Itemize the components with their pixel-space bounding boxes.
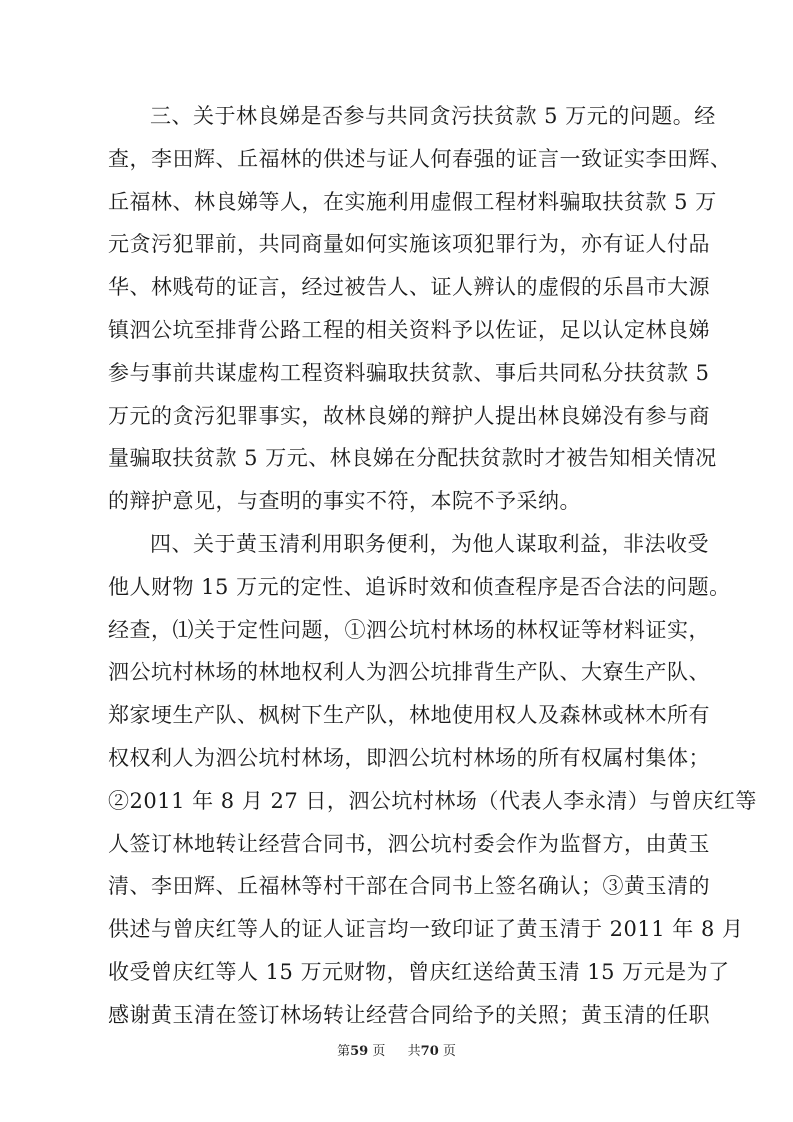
text-line: 人签订林地转让经营合同书，泗公坑村委会作为监督方，由黄玉 xyxy=(108,831,710,856)
text-line: 丘福林、林良娣等人，在实施利用虚假工程材料骗取扶贫款 5 万 xyxy=(108,189,717,214)
text-line: 清、李田辉、丘福林等村干部在合同书上签名确认；③黄玉清的 xyxy=(108,874,710,899)
text-line: ②2011 年 8 月 27 日，泗公坑村林场（代表人李永清）与曾庆红等 xyxy=(108,788,757,813)
text-line: 元贪污犯罪前，共同商量如何实施该项犯罪行为，亦有证人付品 xyxy=(108,232,710,257)
text-line: 收受曾庆红等人 15 万元财物，曾庆红送给黄玉清 15 万元是为了 xyxy=(108,960,730,984)
text-line: 经查，⑴关于定性问题，①泗公坑村林场的林权证等材料证实， xyxy=(108,617,710,642)
page-prefix: 第 xyxy=(337,1044,351,1059)
text-line: 他人财物 15 万元的定性、追诉时效和侦查程序是否合法的问题。 xyxy=(108,574,731,599)
text-line: 感谢黄玉清在签订林场转让经营合同给予的关照；黄玉清的任职 xyxy=(108,1002,710,1027)
text-line: 参与事前共谋虚构工程资料骗取扶贫款、事后共同私分扶贫款 5 xyxy=(108,360,710,385)
page-current: 59 xyxy=(350,1044,369,1059)
text-line: 的辩护意见，与查明的事实不符，本院不予采纳。 xyxy=(108,489,581,514)
page-suffix: 页 xyxy=(372,1044,386,1059)
text-line: 郑家埂生产队、枫树下生产队，林地使用权人及森林或林木所有 xyxy=(108,703,710,728)
text-line: 查，李田辉、丘福林的供述与证人何春强的证言一致证实李田辉、 xyxy=(108,146,732,171)
text-line: 万元的贪污犯罪事实，故林良娣的辩护人提出林良娣没有参与商 xyxy=(108,403,710,428)
text-line: 供述与曾庆红等人的证人证言均一致印证了黄玉清于 2011 年 8 月 xyxy=(108,917,744,942)
text-line: 泗公坑村林场的林地权利人为泗公坑排背生产队、大寮生产队、 xyxy=(108,660,710,685)
text-line: 华、林贱苟的证言，经过被告人、证人辨认的虚假的乐昌市大源 xyxy=(108,275,710,300)
text-line: 三、关于林良娣是否参与共同贪污扶贫款 5 万元的问题。经 xyxy=(150,104,716,128)
text-line: 权权利人为泗公坑村林场，即泗公坑村林场的所有权属村集体； xyxy=(108,746,710,770)
text-line: 四、关于黄玉清利用职务便利，为他人谋取利益，非法收受 xyxy=(150,532,709,556)
text-line: 量骗取扶贫款 5 万元、林良娣在分配扶贫款时才被告知相关情况 xyxy=(108,446,717,471)
total-suffix: 页 xyxy=(442,1044,456,1059)
text-line: 镇泗公坑至排背公路工程的相关资料予以佐证，足以认定林良娣 xyxy=(108,318,710,342)
total-prefix: 共 xyxy=(407,1044,421,1059)
page-total: 70 xyxy=(420,1044,439,1059)
page-footer xyxy=(0,1040,793,1059)
